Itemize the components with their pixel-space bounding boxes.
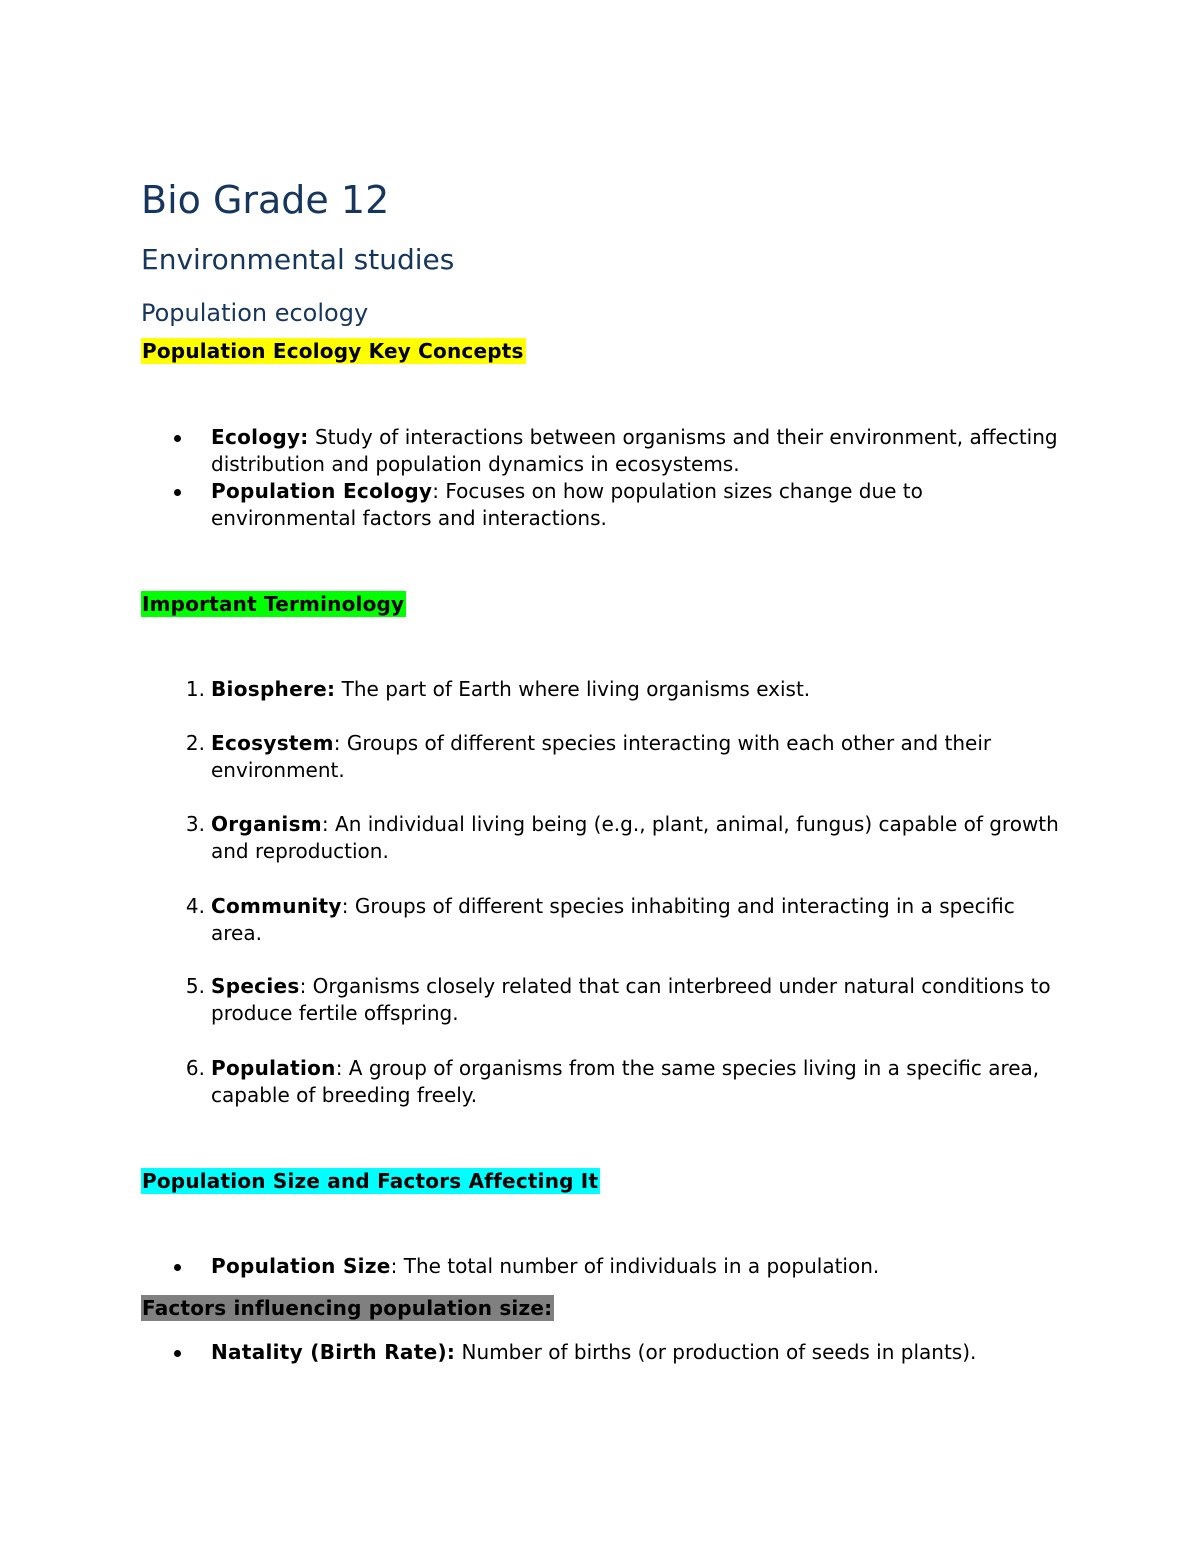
list-number: 3. [185,812,205,836]
term: Species [211,974,300,998]
list-item [185,811,1071,865]
definition: : Focuses on how population sizes change due to environmental factors and interactions. [211,479,923,530]
list-item [211,1253,1071,1280]
term: Biosphere: [211,677,336,701]
section-label-terminology: Important Terminology [142,592,405,616]
list-item [185,1055,1071,1109]
definition: Study of interactions between organisms and their environment, affecting distribution and population dynamics in ecosystems. [211,425,1058,476]
bullet-icon [174,489,181,496]
definition: Number of births (or production of seeds in plants). [455,1340,977,1364]
term: Population Ecology [211,479,433,503]
definition: : Groups of different species inhabiting and interacting in a specific area. [211,894,1015,945]
bullet-icon [174,1264,181,1271]
definition: : The total number of individuals in a population. [390,1254,880,1278]
heading-environmental-studies: Environmental studies [141,243,455,276]
list-number: 6. [185,1056,205,1080]
list-number: 5. [185,974,205,998]
list-item [211,424,1071,478]
section-label-population-size: Population Size and Factors Affecting It [142,1169,599,1193]
term: Ecology: [211,425,309,449]
list-item [185,676,1071,703]
term: Ecosystem [211,731,334,755]
definition: : Organisms closely related that can interbreed under natural conditions to produce fertile offspring. [211,974,1051,1025]
term: Natality (Birth Rate): [211,1340,456,1364]
document-title: Bio Grade 12 [141,178,390,222]
list-number: 1. [185,677,205,701]
section-label-key-concepts: Population Ecology Key Concepts [142,339,524,363]
list-number: 2. [185,731,205,755]
term: Community [211,894,342,918]
list-item [211,478,1071,532]
list-item [185,973,1071,1027]
definition: The part of Earth where living organisms exist. [335,677,811,701]
bullet-icon [174,435,181,442]
definition: : A group of organisms from the same species living in a specific area, capable of breeding freely. [211,1056,1040,1107]
term: Population [211,1056,336,1080]
section-label-factors: Factors influencing population size: [142,1296,553,1320]
definition: : An individual living being (e.g., plant, animal, fungus) capable of growth and reproduction. [211,812,1059,863]
list-item [211,1339,1071,1366]
definition: : Groups of different species interacting with each other and their environment. [211,731,992,782]
list-item [185,893,1071,947]
heading-population-ecology: Population ecology [141,299,369,327]
term: Population Size [211,1254,391,1278]
list-item [185,730,1071,784]
list-number: 4. [185,894,205,918]
bullet-icon [174,1350,181,1357]
term: Organism [211,812,322,836]
